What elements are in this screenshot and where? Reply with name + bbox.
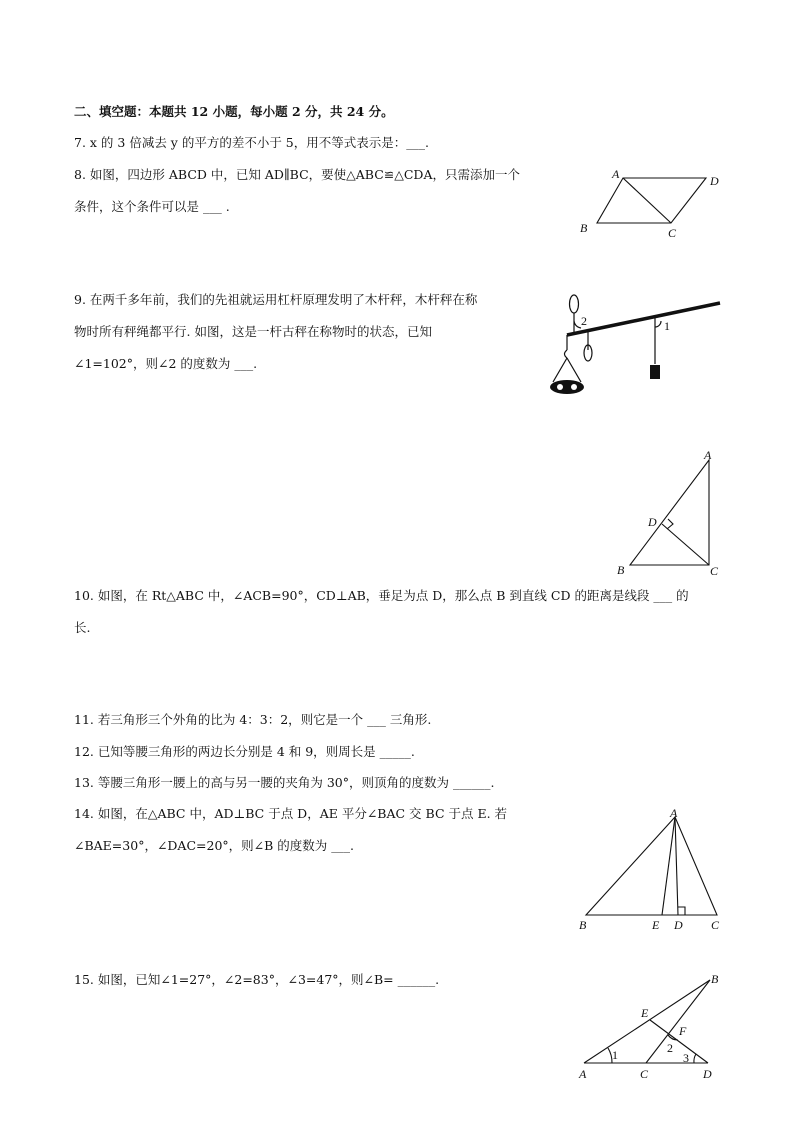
fig15-angle-1-label: 1 bbox=[612, 1048, 618, 1062]
fig9-angle-1-label: 1 bbox=[664, 319, 670, 333]
question-14-line-2: ∠BAE=30°，∠DAC=20°，则∠B 的度数为 ___. bbox=[74, 838, 354, 853]
question-11: 11. 若三角形三个外角的比为 4：3：2，则它是一个 ___ 三角形. bbox=[74, 712, 432, 727]
question-10-line-2: 长. bbox=[74, 620, 91, 635]
fig14-label-b: B bbox=[579, 918, 587, 932]
fig15-label-d: D bbox=[703, 1067, 712, 1081]
fig15-label-a: A bbox=[579, 1067, 587, 1081]
fig15-label-f: F bbox=[679, 1024, 687, 1038]
question-9-line-3: ∠1=102°，则∠2 的度数为 ___. bbox=[74, 356, 258, 371]
fig14-label-a: A bbox=[670, 806, 678, 820]
figure-15-triangles bbox=[570, 965, 730, 1085]
fig10-label-d: D bbox=[648, 515, 657, 529]
question-14-line-1: 14. 如图，在△ABC 中，AD⊥BC 于点 D，AE 平分∠BAC 交 BC 于点 E. 若 bbox=[74, 806, 508, 821]
section-heading: 二、填空题：本题共 12 小题，每小题 2 分，共 24 分。 bbox=[74, 104, 394, 119]
fig14-label-e: E bbox=[652, 918, 660, 932]
fig10-label-c: C bbox=[710, 564, 719, 578]
fig15-label-e: E bbox=[641, 1006, 649, 1020]
figure-10-right-triangle bbox=[612, 448, 722, 578]
fig8-label-c: C bbox=[668, 226, 677, 240]
question-8-line-1: 8. 如图，四边形 ABCD 中，已知 AD∥BC，要使△ABC≌△CDA，只需添加一个 bbox=[74, 167, 520, 182]
fig8-label-b: B bbox=[580, 221, 588, 235]
fig15-label-c: C bbox=[640, 1067, 649, 1081]
question-7: 7. x 的 3 倍减去 y 的平方的差不小于 5，用不等式表示是：___. bbox=[74, 135, 429, 150]
figure-14-triangle bbox=[570, 805, 730, 935]
fig8-label-d: D bbox=[710, 174, 719, 188]
fig8-label-a: A bbox=[612, 167, 620, 181]
fig15-angle-3-label: 3 bbox=[683, 1051, 689, 1065]
fig14-label-d: D bbox=[674, 918, 683, 932]
question-9-line-2: 物时所有秤绳都平行. 如图，这是一杆古秤在称物时的状态，已知 bbox=[74, 324, 432, 339]
question-15: 15. 如图，已知∠1=27°，∠2=83°，∠3=47°，则∠B= ______. bbox=[74, 972, 440, 987]
question-8-line-2: 条件，这个条件可以是 ___ . bbox=[74, 199, 230, 214]
question-10-line-1: 10. 如图，在 Rt△ABC 中，∠ACB=90°，CD⊥AB，垂足为点 D，那么点 B 到直线 CD 的距离是线段 ___ 的 bbox=[74, 588, 689, 603]
fig9-angle-2-label: 2 bbox=[581, 314, 587, 328]
fig14-label-c: C bbox=[711, 918, 720, 932]
fig15-label-b: B bbox=[711, 972, 719, 986]
question-12: 12. 已知等腰三角形的两边长分别是 4 和 9，则周长是 _____. bbox=[74, 744, 415, 759]
fig10-label-b: B bbox=[617, 563, 625, 577]
fig15-angle-2-label: 2 bbox=[667, 1041, 673, 1055]
question-13: 13. 等腰三角形一腰上的高与另一腰的夹角为 30°，则顶角的度数为 ______. bbox=[74, 775, 495, 790]
question-9-line-1: 9. 在两千多年前，我们的先祖就运用杠杆原理发明了木杆秤，木杆秤在称 bbox=[74, 292, 478, 307]
figure-8-parallelogram bbox=[575, 165, 735, 245]
fig10-label-a: A bbox=[704, 448, 712, 462]
figure-9-steelyard bbox=[545, 290, 725, 405]
